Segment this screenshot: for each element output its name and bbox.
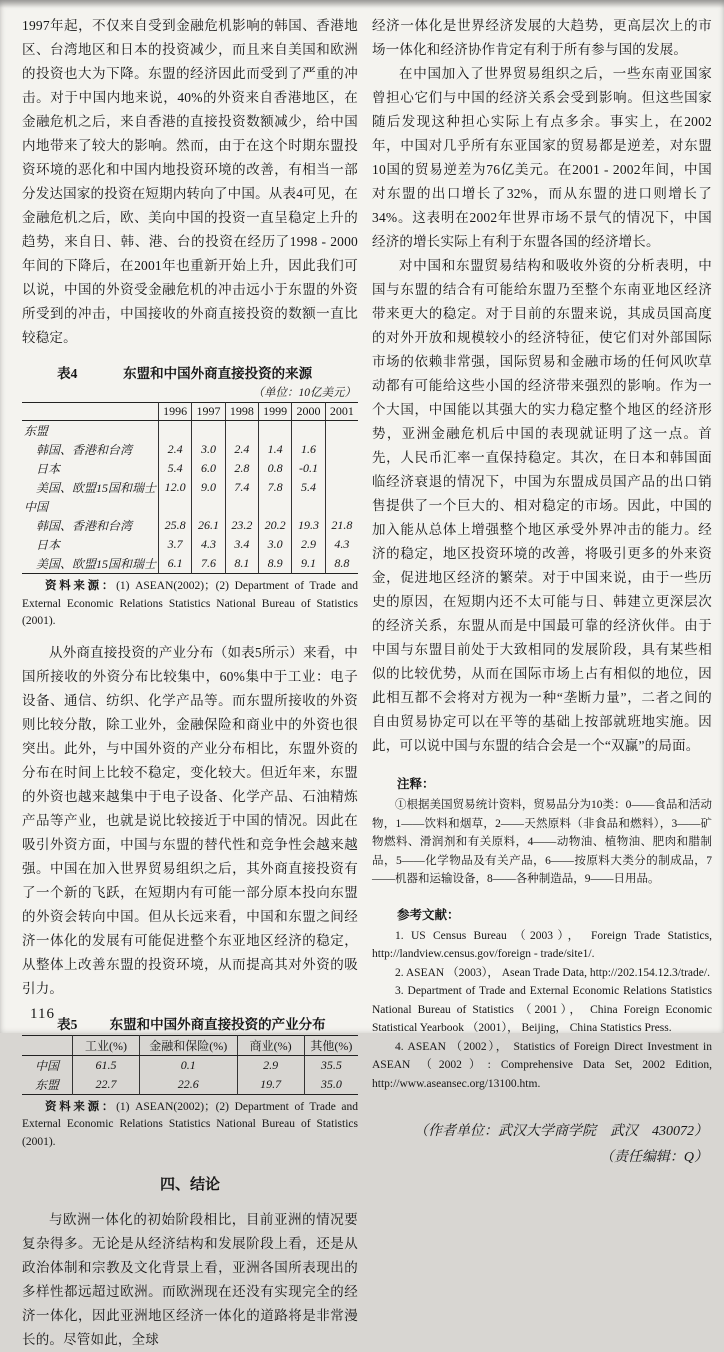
table5-corner-cell — [22, 1035, 72, 1055]
table-cell: 9.1 — [292, 554, 325, 574]
table4-col-header: 1997 — [192, 403, 225, 421]
table-cell: 20.2 — [259, 516, 292, 535]
table-cell: 3.0 — [192, 440, 225, 459]
table-cell: 5.4 — [159, 459, 192, 478]
table-cell: 5.4 — [292, 478, 325, 497]
table-cell: 21.8 — [325, 516, 358, 535]
table4-col-header: 1998 — [225, 403, 258, 421]
table-cell — [192, 497, 225, 516]
table-cell: 3.7 — [159, 535, 192, 554]
table-cell: 35.5 — [304, 1055, 358, 1075]
table-cell: 2.9 — [237, 1055, 304, 1075]
table4-row-label: 东盟 — [24, 424, 49, 438]
table4-row-label: 美国、欧盟15国和瑞士 — [36, 557, 157, 571]
table-cell: 1.4 — [259, 440, 292, 459]
table-cell — [325, 459, 358, 478]
author-affiliation: （作者单位：武汉大学商学院 武汉 430072） — [414, 1124, 708, 1139]
table-cell — [325, 478, 358, 497]
notes-heading: 注释： — [397, 777, 435, 791]
table-cell — [225, 497, 258, 516]
table4-corner-cell — [22, 403, 159, 421]
body-paragraph: 1997年起，不仅来自受到金融危机影响的韩国、香港地区、台湾地区和日本的投资减少，而且来自美国和欧洲的投资也大为下降。东盟的经济因此而受到了严重的冲击。对于中国内地来说，40%的外资来自香港地区，在金融危机之后，来自香港的直接投资数额减少，给中国内地带来了较大的影响。然而，由于在这个时期东盟投资环境的恶化和中国内地投资环境的改善，有相当一部分发达国家的投资在短期内转向了中国。从表4可见，在金融危机之后，欧、美向中国的投资一直呈稳定上升的趋势，来自日、韩、港、台的投资在经历了1998 - 2000年间的下降后，在2001年也重新开始上升，因此我们可以说，中国的外资受金融危机的冲击远小于东盟的外资所受到的冲击，中国接收的外商直接投资的数额一直比较稳定。 — [22, 18, 358, 345]
table5-col-header: 工业(%) — [72, 1035, 139, 1055]
table4-col-header: 1996 — [159, 403, 192, 421]
table-cell: -0.1 — [292, 459, 325, 478]
table4-caption — [22, 362, 358, 382]
table-cell: 19.3 — [292, 516, 325, 535]
table-cell: 8.9 — [259, 554, 292, 574]
source-text: (1) ASEAN(2002)；(2) Department of Trade and External Economic Relations Statistics National Bureau of Statistics (2001). — [22, 1100, 359, 1148]
table5-col-header: 商业(%) — [237, 1035, 304, 1055]
body-paragraph: 在中国加入了世界贸易组织之后，一些东南亚国家曾担心它们与中国的经济关系会受到影响。但这些国家随后发现这种担心实际上有点多余。事实上，在2002年，中国对几乎所有东亚国家的贸易都是逆差，对东盟10国的贸易逆差为76亿美元。在2001 - 2002年间，中国对东盟的出口增长了32%，而从东盟的进口则增长了34%。这表明在2002年世界市场不景气的情况下，中国经济的增长实际上有利于东盟各国的经济增长。 — [372, 66, 712, 249]
body-paragraph: 对中国和东盟贸易结构和吸收外资的分析表明，中国与东盟的结合有可能给东盟乃至整个东南亚地区经济带来更大的稳定。对于目前的东盟来说，其成员国高度的对外开放和规模较小的经济特征，使它们对外部国际市场的依赖非常强，国际贸易和金融市场的任何风吹草动都有可能给这些小国的经济带来强烈的影响。作为一个大国，中国能以其强大的实力稳定整个地区的经济形势，亚洲金融危机后中国的表现就证明了这一点。首先，人民币汇率一直保持稳定。其次，在日本和韩国面临经济衰退的情况下，中国为东盟成员国产品的出口销售提供了一个巨大的、相对稳定的市场。因此，中国的加入能从总体上增强整个地区承受外界冲击的能力。经济的稳定，地区投资环境的改善，将吸引更多的外来资金，促进地区经济的繁荣。对于中国来说，由于一些历史的原因，在短期内还不太可能与日、韩建立更深层次的经济关系，东盟从而是中国最可靠的经济伙伴。由于中国与东盟目前处于大致相同的发展阶段，具有某些相似的比较优势，从而在国际市场上占有相似的地位，因此相互都不会将对方视为一种“垄断力量”，二者之间的自由贸易协定可以在平等的基础上按部就班地实施。因此，可以说中国与东盟的结合会是一个“双赢”的局面。 — [372, 258, 712, 753]
table-row — [22, 421, 358, 441]
table4-row-label: 中国 — [24, 500, 49, 514]
table-cell — [292, 497, 325, 516]
table4-row-label: 日本 — [36, 462, 61, 476]
author-affiliation-block — [372, 1119, 712, 1171]
table4-col-header: 2000 — [292, 403, 325, 421]
table-cell: 26.1 — [192, 516, 225, 535]
table5-col-header: 其他(%) — [304, 1035, 358, 1055]
table-row — [22, 1075, 358, 1095]
responsible-editor: （责任编辑：Q） — [599, 1150, 708, 1165]
table-row — [22, 459, 358, 478]
table-cell: 2.9 — [292, 535, 325, 554]
reference-item: 3. Department of Trade and External Economic Relations Statistics National Bureau of Statistics （2001）， China Foreign Economic Statistical Yearbook （2001）， Beijing， China Statistics Press. — [372, 985, 712, 1034]
table5-header-row — [22, 1035, 358, 1055]
left-column — [22, 14, 358, 1352]
table-cell: 0.1 — [140, 1055, 237, 1075]
table4-row-label: 美国、欧盟15国和瑞士 — [36, 481, 157, 495]
source-label: 资料来源： — [45, 580, 117, 592]
table4-row-label: 韩国、香港和台湾 — [36, 443, 133, 457]
table4-caption-title: 东盟和中国外商直接投资的来源 — [123, 366, 313, 381]
table-cell — [325, 497, 358, 516]
table5-caption-label: 表5 — [57, 1016, 78, 1032]
table-cell: 61.5 — [72, 1055, 139, 1075]
table-row — [22, 1055, 358, 1075]
scan-edge-shadow — [0, 0, 724, 8]
table-cell — [159, 497, 192, 516]
table-cell: 0.8 — [259, 459, 292, 478]
table-cell: 2.8 — [225, 459, 258, 478]
table4-row-label: 日本 — [36, 538, 61, 552]
table-5 — [22, 1035, 358, 1095]
table-cell — [259, 421, 292, 441]
body-paragraph: 从外商直接投资的产业分布（如表5所示）来看，中国所接收的外资分布比较集中，60%集中于工业：电子设备、通信、纺织、化学产品等。而东盟所接收的外资则比较分散，除工业外，金融保险和商业中的外资也很突出。此外，与中国外资的产业分布相比，东盟外资的分布在时间上比较不稳定，变化较大。但近年来，东盟的外资也越来越集中于电子设备、化学产品、石油精炼产品等产业，也就是说比较接近于中国的情况。因此在吸引外资方面，中国与东盟的替代性和竞争性会越来越强。中国在加入世界贸易组织之后，其外商直接投资有了一个新的飞跃，在短期内有可能一部分原本投向东盟的外资会转向中国。但从长远来看，中国和东盟之间经济一体化的发展有可能促进整个东亚地区经济的稳定，从整体上改善东盟的投资环境，从而提高其对外资的吸引力。 — [22, 644, 358, 996]
table-cell — [292, 421, 325, 441]
body-paragraph: 经济一体化是世界经济发展的大趋势，更高层次上的市场一体化和经济协作肯定有利于所有参与国的发展。 — [372, 18, 712, 57]
table-4 — [22, 402, 358, 574]
table-cell: 3.4 — [225, 535, 258, 554]
source-label: 资料来源： — [45, 1100, 117, 1113]
reference-item: 2. ASEAN （2003）， Asean Trade Data, http://202.154.12.3/trade/. — [395, 966, 710, 979]
table-row — [22, 516, 358, 535]
table-cell: 1.6 — [292, 440, 325, 459]
table-cell: 4.3 — [192, 535, 225, 554]
reference-item: 1. US Census Bureau （2003）， Foreign Trade Statistics, http://landview.census.gov/foreign - trade/site1/. — [372, 929, 712, 960]
table-cell: 3.0 — [259, 535, 292, 554]
table5-row-label: 中国 — [34, 1058, 59, 1073]
table4-col-header: 2001 — [325, 403, 358, 421]
source-text: (1) ASEAN(2002)；(2) Department of Trade and External Economic Relations Statistics National Bureau of Statistics (2001). — [22, 580, 359, 627]
table-cell: 22.6 — [140, 1075, 237, 1095]
table-cell: 6.0 — [192, 459, 225, 478]
note-item: ①根据美国贸易统计资料，贸易品分为10类：0——食品和活动物，1——饮料和烟草，2——天然原料（非食品和燃料），3——矿物燃料、滑润剂和有关原料，4——动物油、植物油、肥肉和腊制品，5——化学物品及有关产品，6——按原料大类分的制成品，7——机器和运输设备，8——各种制造品，9——日用品。 — [372, 799, 712, 885]
table-cell: 12.0 — [159, 478, 192, 497]
table-cell: 7.8 — [259, 478, 292, 497]
body-paragraph: 与欧洲一体化的初始阶段相比，目前亚洲的情况要复杂得多。无论是从经济结构和发展阶段上看，还是从政治体制和宗教及文化背景上看，亚洲各国所表现出的多样性都远超过欧洲。而欧洲现在还没有实现完全的经济一体化，因此亚洲地区经济一体化的道路将是非常漫长的。尽管如此，全球 — [22, 1212, 358, 1347]
section-heading-conclusion: 四、结论 — [159, 1177, 220, 1193]
table4-row-label: 韩国、香港和台湾 — [36, 519, 133, 533]
table-row — [22, 478, 358, 497]
table5-source-note — [22, 1099, 358, 1152]
references-heading: 参考文献： — [397, 907, 460, 922]
table4-unit-note: （单位：10亿美元） — [252, 387, 356, 399]
table-cell: 22.7 — [72, 1075, 139, 1095]
table-cell: 9.0 — [192, 478, 225, 497]
table5-row-label: 东盟 — [34, 1077, 59, 1092]
table-cell: 7.4 — [225, 478, 258, 497]
table-cell: 2.4 — [159, 440, 192, 459]
table-row — [22, 497, 358, 516]
table-cell: 35.0 — [304, 1075, 358, 1095]
table-cell: 25.8 — [159, 516, 192, 535]
table-cell: 8.8 — [325, 554, 358, 574]
table-cell — [325, 440, 358, 459]
table5-caption-title: 东盟和中国外商直接投资的产业分布 — [109, 1016, 326, 1032]
table-row — [22, 554, 358, 574]
table-cell: 6.1 — [159, 554, 192, 574]
table-cell — [159, 421, 192, 441]
table-row — [22, 535, 358, 554]
table-cell: 8.1 — [225, 554, 258, 574]
table-row — [22, 440, 358, 459]
table-cell: 2.4 — [225, 440, 258, 459]
table5-col-header: 金融和保险(%) — [140, 1035, 237, 1055]
table4-col-header: 1999 — [259, 403, 292, 421]
reference-item: 4. ASEAN （2002）， Statistics of Foreign Direct Investment in ASEAN （2002）: Comprehensive Data Set, 2002 Edition, http://www.aseansec.org/13100.htm. — [372, 1040, 712, 1090]
table-cell — [225, 421, 258, 441]
table-cell: 23.2 — [225, 516, 258, 535]
table-cell: 19.7 — [237, 1075, 304, 1095]
table4-source-note — [22, 578, 358, 631]
table-cell — [259, 497, 292, 516]
table-cell — [192, 421, 225, 441]
table-cell: 4.3 — [325, 535, 358, 554]
table-cell — [325, 421, 358, 441]
table5-caption — [22, 1013, 358, 1033]
table-cell: 7.6 — [192, 554, 225, 574]
right-column — [372, 14, 712, 1171]
page-number: 116 — [30, 1006, 55, 1022]
table4-caption-label: 表4 — [57, 366, 78, 381]
table4-header-row — [22, 403, 358, 421]
